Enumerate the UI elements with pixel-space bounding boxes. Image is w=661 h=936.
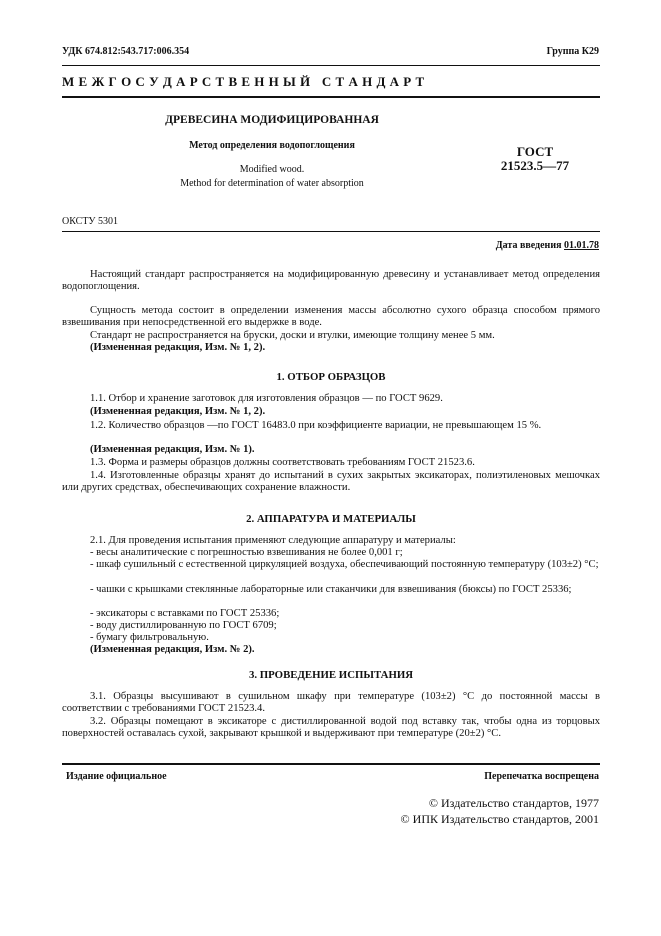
section-3-para-2: 3.2. Образцы помещают в эксикаторе с дистиллированной водой под вставку так, чтобы одна из торцовых поверхностей оставалась сухой, закрывают крышкой и выдерживают при температуре (20±2) °С. — [62, 716, 600, 740]
section-2-item-6: - бумагу фильтровальную. — [90, 632, 209, 643]
intro-amendment: (Измененная редакция, Изм. № 1, 2). — [90, 342, 266, 353]
section-2-amendment: (Измененная редакция, Изм. № 2). — [90, 644, 255, 655]
okstu-code: ОКСТУ 5301 — [62, 216, 119, 227]
gost-number: 21523.5—77 — [500, 158, 570, 173]
reprint-prohibited: Перепечатка воспрещена — [484, 771, 599, 782]
intro-paragraph-2: Сущность метода состоит в определении изменения массы абсолютно сухого образца способом прямого взвешивания при непосредственной его выдержке в воде. — [62, 305, 600, 329]
section-2-item-1: - весы аналитические с погрешностью взвешивания не более 0,001 г; — [90, 547, 403, 558]
official-edition: Издание официальное — [66, 771, 167, 782]
english-title-line2: Method for determination of water absorption — [180, 178, 364, 189]
document-title: ДРЕВЕСИНА МОДИФИЦИРОВАННАЯ — [165, 114, 379, 126]
section-1-para-4: (Измененная редакция, Изм. № 1). — [90, 444, 255, 455]
section-1-para-2: (Измененная редакция, Изм. № 1, 2). — [90, 406, 266, 417]
copyright-2001: © ИПК Издательство стандартов, 2001 — [400, 812, 599, 826]
intro-date-label: Дата введения — [495, 240, 562, 251]
section-1-para-1: 1.1. Отбор и хранение заготовок для изготовления образцов — по ГОСТ 9629. — [90, 393, 443, 404]
gost-label: ГОСТ — [516, 144, 554, 159]
okstu-rule — [62, 231, 600, 232]
section-2-heading: 2. АППАРАТУРА И МАТЕРИАЛЫ — [246, 513, 416, 525]
copyright-1977: © Издательство стандартов, 1977 — [428, 796, 599, 810]
intro-date-value: 01.01.78 — [564, 240, 599, 251]
udk-code: УДК 674.812:543.717:006.354 — [62, 46, 190, 57]
section-1-para-3: 1.2. Количество образцов —по ГОСТ 16483.0 при коэффициенте вариации, не превышающем 15 %. — [90, 420, 542, 431]
intro-paragraph-1: Настоящий стандарт распространяется на модифицированную древесину и устанавливает метод определения водопоглощения. — [62, 269, 600, 293]
header-bottom-rule — [62, 96, 600, 98]
section-2-item-5: - воду дистиллированную по ГОСТ 6709; — [90, 620, 277, 631]
english-title-line1: Modified wood. — [239, 164, 305, 175]
section-1-heading: 1. ОТБОР ОБРАЗЦОВ — [276, 371, 386, 383]
section-3-para-1: 3.1. Образцы высушивают в сушильном шкафу при температуре (103±2) °С до постоянной массы в соответствии с требованиями ГОСТ 21523.4. — [62, 691, 600, 715]
section-2-item-2: - шкаф сушильный с естественной циркуляцией воздуха, обеспечивающий постоянную температуру (103±2) °С; — [90, 559, 599, 570]
section-1-para-6: 1.4. Изготовленные образцы хранят до испытаний в сухих закрытых эксикаторах, полиэтиленовых мешочках или других средствах, обеспечивающих сохранение влажности. — [62, 470, 600, 494]
group-code: Группа К29 — [546, 46, 599, 57]
intro-paragraph-3: Стандарт не распространяется на бруски, доски и втулки, имеющие толщину менее 5 мм. — [90, 330, 495, 341]
footer-rule — [62, 763, 600, 765]
section-2-item-4: - эксикаторы с вставками по ГОСТ 25336; — [90, 608, 280, 619]
section-2-item-3: - чашки с крышками стеклянные лабораторные или стаканчики для взвешивания (бюксы) по ГОСТ 25336; — [90, 584, 572, 595]
standard-type-banner: М Е Ж Г О С У Д А Р С Т В Е Н Н Ы Й С Т А Н Д А Р Т — [62, 74, 425, 89]
header-top-rule — [62, 65, 600, 66]
method-title: Метод определения водопоглощения — [189, 140, 355, 151]
section-1-para-5: 1.3. Форма и размеры образцов должны соответствовать требованиям ГОСТ 21523.6. — [90, 457, 475, 468]
section-2-para-1: 2.1. Для проведения испытания применяют следующие аппаратуру и материалы: — [90, 535, 456, 546]
intro-date — [496, 240, 599, 251]
section-3-heading: 3. ПРОВЕДЕНИЕ ИСПЫТАНИЯ — [248, 669, 414, 681]
